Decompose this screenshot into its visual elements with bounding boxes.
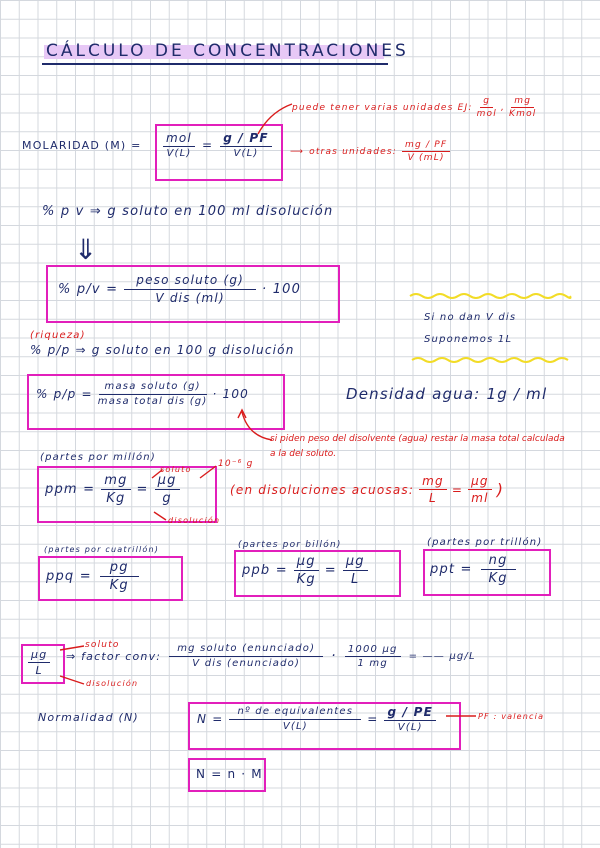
ppm-aq-den1: L (429, 491, 437, 505)
factor-annot-soluto: soluto (85, 640, 120, 650)
normalidad-label: Normalidad (N) (38, 711, 139, 724)
molaridad-label: MOLARIDAD (M) = (22, 139, 142, 152)
ppm-aq-close: ) (496, 480, 505, 499)
pp-formula (36, 381, 249, 407)
ppm-annot-soluto: soluto (160, 465, 192, 474)
ppt-label: (partes por trillón) (427, 537, 543, 548)
ppb-label: (partes por billón) (238, 540, 342, 550)
ppm-formula (45, 473, 180, 506)
molaridad-frac1-num: mol (163, 131, 195, 147)
ppm-den2: g (162, 491, 172, 506)
ppq-num: pg (100, 560, 139, 577)
ppm-eq: = (136, 482, 149, 497)
note-right-den: V (mL) (407, 153, 445, 163)
ppq-den: Kg (109, 578, 129, 593)
normalidad-den2: V(L) (397, 722, 423, 733)
ppm-annot-power: 10⁻⁶ g (218, 459, 254, 469)
molaridad-formula (163, 131, 272, 159)
note-frac2-num: mg (511, 96, 534, 108)
n-eq-m: N = n · M (196, 767, 263, 781)
factor-num1: mg soluto (enunciado) (169, 643, 323, 657)
ppq-formula (46, 560, 139, 593)
normalidad-eq: = (367, 712, 379, 726)
note-right-text: otras unidades: (309, 146, 398, 157)
normalidad-num2: g / PE (384, 705, 436, 721)
factor-num2: 1000 μg (345, 644, 401, 657)
pp-intro: % p/p ⇒ g soluto en 100 g disolución (30, 343, 295, 357)
ppq-lhs: ppq = (46, 569, 92, 584)
page-title: CÁLCULO DE CONCENTRACIONES (46, 41, 409, 61)
molaridad-frac2-num: g / PF (220, 131, 272, 147)
ppm-aq-num2: μg (468, 474, 492, 490)
pp-num: masa soluto (g) (99, 381, 207, 395)
ppm-label: (partes por millón) (40, 452, 156, 463)
note-frac1-den: mol (476, 109, 497, 119)
densidad-agua: Densidad agua: 1g / ml (346, 385, 548, 403)
ppb-den1: Kg (296, 572, 316, 587)
ppm-aq-den2: ml (471, 491, 489, 505)
factor-formula (66, 643, 476, 669)
pv-formula (58, 273, 301, 305)
factor-box-den: L (35, 664, 43, 677)
normalidad-num1: nº de equivalentes (229, 706, 361, 720)
pv-lhs: % p/v = (58, 281, 119, 297)
ppq-label: (partes por cuatrillón) (44, 545, 160, 554)
ppm-den1: Kg (106, 491, 126, 506)
ppm-aqueous-note (230, 474, 504, 505)
normalidad-annot: PF : valencia (478, 712, 545, 721)
molaridad-note-top: puede tener varias unidades EJ: $\frac{g}{\text{mol}}$ , $\frac{mg}{\text{Kmol}}$ (292, 96, 537, 119)
molaridad-eq: = (201, 138, 214, 152)
ppb-num1: μg (294, 554, 319, 571)
ppb-lhs: ppb = (242, 563, 288, 578)
ppm-aq-eq: = (451, 482, 464, 497)
riqueza-label: (riqueza) (30, 330, 86, 341)
pp-den: masa total dis (g) (97, 396, 208, 407)
pp-tail: · 100 (212, 387, 250, 401)
factor-den1: V dis (enunciado) (192, 658, 301, 669)
molaridad-frac1-den: V(L) (166, 148, 192, 159)
pp-note: si piden peso del disolvente (agua) restar la masa total calculada a la del soluto. (270, 434, 565, 459)
down-arrow-icon: ⇓ (74, 233, 98, 266)
note-frac2-den: Kmol (509, 109, 537, 119)
wavy-line-top (410, 294, 571, 298)
ppm-aq-prefix: (en disoluciones acuosas: (230, 482, 415, 497)
ppb-den2: L (351, 572, 360, 587)
ppm-annot-disolucion: disolución (168, 516, 221, 525)
pv-tail: · 100 (262, 281, 302, 297)
molaridad-note-right (290, 140, 450, 163)
ppt-lhs: ppt = (430, 562, 473, 577)
note-suppose-liter: Suponemos 1L (424, 334, 513, 345)
ppb-formula (242, 554, 368, 587)
title-underline (42, 63, 388, 65)
note-right-num: mg / PF (402, 140, 450, 152)
factor-text: ⇒ factor conv: (66, 649, 162, 663)
factor-den2: 1 mg (357, 657, 388, 669)
molaridad-frac2-den: V(L) (233, 148, 259, 159)
pv-den: V dis (ml) (155, 291, 225, 305)
ppm-num1: mg (101, 473, 130, 490)
pv-num: peso soluto (g) (124, 273, 256, 290)
ppb-num2: μg (343, 554, 368, 571)
pp-lhs: % p/p = (36, 387, 93, 401)
ppm-lhs: ppm = (45, 482, 96, 497)
note-right-arrow-icon: ⟶ (290, 146, 305, 157)
ppm-num2: μg (155, 473, 180, 490)
factor-dot: · (331, 648, 337, 664)
normalidad-den1: V(L) (282, 721, 308, 732)
ppb-eq: = (324, 563, 337, 578)
note-frac1-num: g (480, 96, 493, 108)
ppt-num: ng (481, 553, 516, 570)
factor-result: = —— μg/L (408, 650, 476, 662)
note-top-text: puede tener varias unidades EJ: (292, 102, 473, 113)
factor-annot-disolucion: disolución (86, 679, 139, 688)
wavy-line-bottom (412, 358, 568, 362)
normalidad-formula (197, 705, 436, 733)
factor-box-frac (28, 648, 50, 677)
note-no-volume: Si no dan V dis (424, 312, 517, 323)
ppt-den: Kg (488, 571, 508, 586)
normalidad-lhs: N = (197, 712, 224, 726)
factor-box-num: μg (28, 648, 50, 663)
ppt-formula (430, 553, 516, 586)
ppm-aq-num1: mg (419, 474, 447, 490)
pv-intro: % p v ⇒ g soluto en 100 ml disolución (42, 204, 334, 219)
